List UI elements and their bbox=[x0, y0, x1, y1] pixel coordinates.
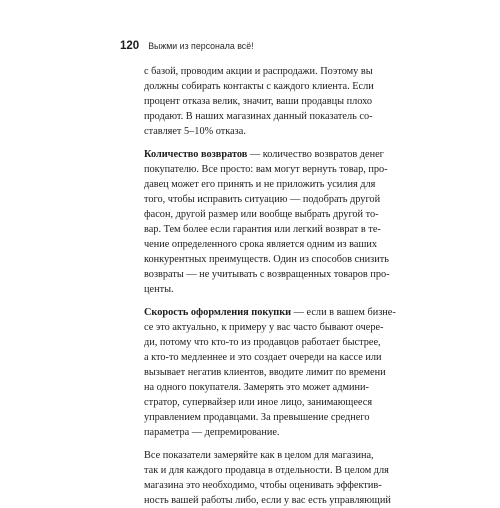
running-header bbox=[120, 40, 254, 54]
text-line: се это актуально, к примеру у вас часто бывают очере- bbox=[144, 322, 384, 333]
text-line: ставляет 5–10% отказа. bbox=[144, 126, 246, 137]
body-text bbox=[144, 64, 396, 508]
text-line: должны собирать контакты с каждого клиента. Если bbox=[144, 81, 374, 92]
text-line: вызывает негатив клиентов, вводите лимит по времени bbox=[144, 367, 386, 378]
paragraph-1 bbox=[144, 64, 374, 139]
text-line: Все показатели замеряйте как в целом для магазина, bbox=[144, 450, 374, 461]
text-line: так и для каждого продавца в отдельности. В целом для bbox=[144, 465, 389, 476]
text-line: вар. Тем более если гарантия или легкий возврат в те- bbox=[144, 224, 381, 235]
paragraph-returns bbox=[144, 147, 390, 297]
text-line: того, чтобы исправить ситуацию — подобрать другой bbox=[144, 194, 381, 205]
text-line: чение определенного срока является одним из ваших bbox=[144, 239, 378, 250]
term-definition: — если в вашем бизне- bbox=[291, 307, 396, 318]
text-line: с базой, проводим акции и распродажи. Поэтому вы bbox=[144, 66, 373, 77]
term-returns: Количество возвратов bbox=[144, 149, 248, 160]
text-line: фасон, другой размер или вообще выбрать другой то- bbox=[144, 209, 379, 220]
paragraph-checkout-speed bbox=[144, 305, 396, 440]
text-line: возвраты — не учитывать с возвращенных товаров про- bbox=[144, 269, 390, 280]
text-line: ность вашей работы либо, если у вас есть управляющий bbox=[144, 495, 391, 506]
text-line: продают. В наших магазинах данный показатель со- bbox=[144, 111, 373, 122]
text-line: параметра — депремирование. bbox=[144, 427, 280, 438]
text-line: на одного покупателя. Замерять это может админи- bbox=[144, 382, 369, 393]
text-line: давец может его принять и не приложить усилия для bbox=[144, 179, 376, 190]
text-line: конкурентных преимуществ. Один из способов снизить bbox=[144, 254, 389, 265]
text-line: ди, потому что кто-то из продавцов работает быстрее, bbox=[144, 337, 381, 348]
text-line: стратор, супервайзер или иное лицо, занимающееся bbox=[144, 397, 373, 408]
text-line: центы. bbox=[144, 284, 174, 295]
running-title: Выжми из персонала всё! bbox=[148, 41, 254, 51]
text-line: покупателю. Все просто: вам могут вернуть товар, про- bbox=[144, 164, 388, 175]
text-line bbox=[144, 147, 384, 162]
text-line: процент отказа велик, значит, ваши продавцы плохо bbox=[144, 96, 373, 107]
text-line bbox=[144, 305, 396, 320]
text-line: а кто-то медленнее и это создает очереди на кассе или bbox=[144, 352, 382, 363]
paragraph-4 bbox=[144, 448, 391, 508]
page-number: 120 bbox=[120, 40, 140, 52]
term-checkout-speed: Скорость оформления покупки bbox=[144, 307, 292, 318]
text-line: магазина это необходимо, чтобы оценивать эффектив- bbox=[144, 480, 382, 491]
text-line: управлением продавцами. За превышение среднего bbox=[144, 412, 370, 423]
term-definition: — количество возвратов денег bbox=[247, 149, 384, 160]
